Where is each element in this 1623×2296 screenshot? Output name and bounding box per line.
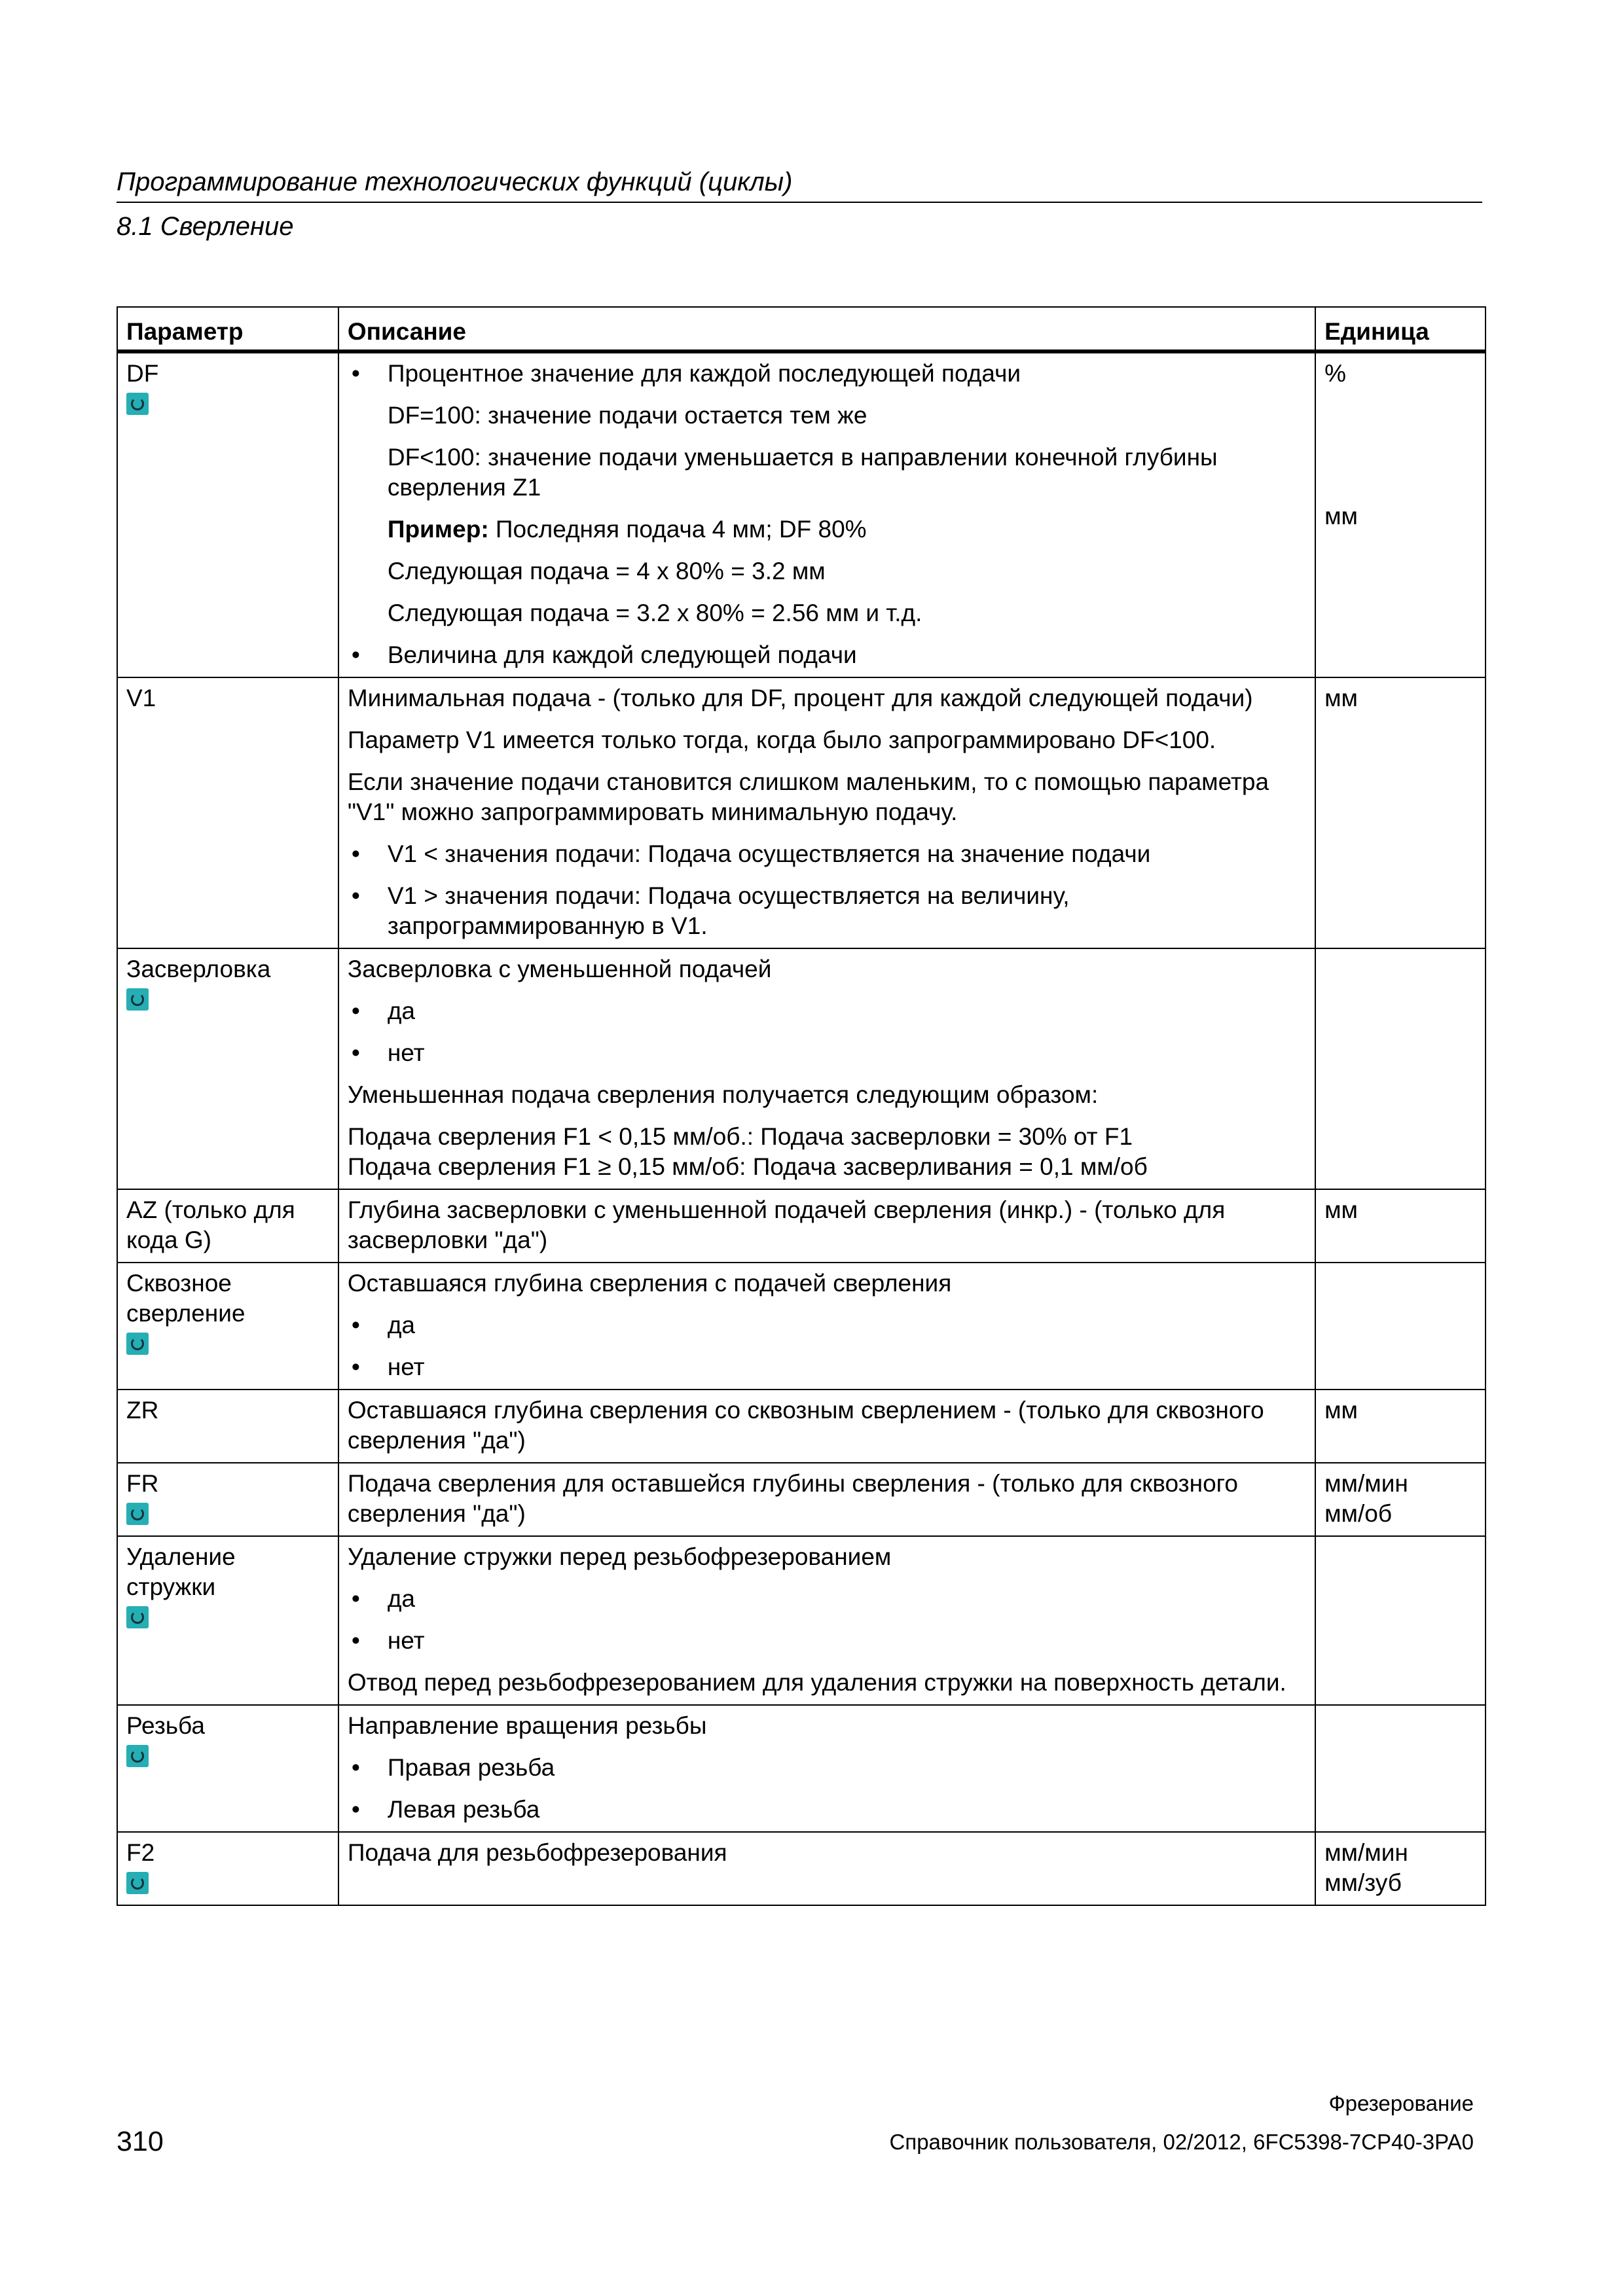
chapter-title: Программирование технологических функций (циклы)	[117, 165, 1482, 203]
unit-value: мм	[1324, 503, 1358, 529]
toggle-select-icon[interactable]	[126, 1606, 149, 1628]
description-text	[348, 1395, 1306, 1456]
list-item	[348, 839, 1306, 869]
unit-cell	[1315, 1263, 1486, 1390]
unit-value: %	[1324, 360, 1347, 387]
table-row	[117, 677, 1486, 948]
parameter-name: Засверловка	[126, 956, 271, 982]
description-line: V1 < значения подачи: Подача осуществляется на значение подачи	[387, 840, 1151, 867]
parameter-name: DF	[126, 360, 159, 387]
parameter-name: Резьба	[126, 1712, 205, 1739]
page-number: 310	[117, 2126, 164, 2157]
column-header-description: Описание	[338, 307, 1315, 351]
unit-cell	[1315, 1189, 1486, 1263]
list-item	[348, 1310, 1306, 1340]
list-item	[348, 359, 1306, 389]
table-row	[117, 351, 1486, 677]
list-item	[348, 1584, 1306, 1614]
list-item	[348, 640, 1306, 670]
description-line: да	[387, 1585, 416, 1612]
example-label: Пример:	[387, 516, 489, 543]
list-item	[348, 996, 1306, 1026]
parameter-cell	[117, 1390, 338, 1463]
unit-value: мм/об	[1324, 1500, 1393, 1527]
parameter-cell	[117, 677, 338, 948]
description-line: Оставшаяся глубина сверления со сквозным сверлением - (только для сквозного сверления "да")	[347, 1397, 1264, 1454]
description-text	[348, 1195, 1306, 1255]
unit-value: мм	[1324, 685, 1358, 711]
unit-value: мм/зуб	[1324, 1869, 1402, 1896]
description-line: DF=100: значение подачи остается тем же	[387, 402, 867, 429]
description-line: Следующая подача = 4 x 80% = 3.2 мм	[387, 558, 826, 584]
toggle-select-icon[interactable]	[126, 1333, 149, 1355]
parameter-name: Сквозное сверление	[126, 1270, 246, 1327]
description-line: Если значение подачи становится слишком маленьким, то с помощью параметра "V1" можно запрограммировать минимальную подачу.	[347, 768, 1269, 825]
toggle-select-icon[interactable]	[126, 1745, 149, 1767]
description-text	[348, 1469, 1306, 1529]
description-line: Удаление стружки перед резьбофрезерованием	[347, 1543, 892, 1570]
list-item	[348, 1753, 1306, 1783]
unit-cell	[1315, 677, 1486, 948]
description-line: DF<100: значение подачи уменьшается в направлении конечной глубины сверления Z1	[387, 444, 1218, 501]
description-line: нет	[387, 1039, 425, 1066]
list-item	[348, 881, 1306, 941]
table-row	[117, 948, 1486, 1189]
description-line: Глубина засверловки с уменьшенной подачей сверления (инкр.) - (только для засверловки "да")	[347, 1196, 1226, 1253]
description-cell	[338, 1536, 1315, 1705]
description-cell	[338, 948, 1315, 1189]
list-item	[348, 1795, 1306, 1825]
table-row	[117, 1263, 1486, 1390]
description-text	[348, 1668, 1306, 1698]
description-cell	[338, 1832, 1315, 1905]
table-header-row	[117, 307, 1486, 351]
column-header-parameter: Параметр	[117, 307, 338, 351]
section-title: 8.1 Сверление	[117, 212, 294, 241]
parameter-cell	[117, 1189, 338, 1263]
description-line: Подача сверления F1 ≥ 0,15 мм/об: Подача засверливания = 0,1 мм/об	[347, 1153, 1148, 1180]
list-item	[348, 1626, 1306, 1656]
description-text	[348, 767, 1306, 827]
table-row	[117, 1832, 1486, 1905]
description-line: Подача сверления F1 < 0,15 мм/об.: Подача засверловки = 30% от F1	[347, 1123, 1133, 1150]
description-cell	[338, 1390, 1315, 1463]
description-line: Засверловка с уменьшенной подачей	[347, 956, 772, 982]
description-line: Следующая подача = 3.2 x 80% = 2.56 мм и т.д.	[387, 600, 922, 626]
parameter-cell	[117, 351, 338, 677]
description-text	[348, 556, 1306, 586]
table-row	[117, 1390, 1486, 1463]
description-line: Последняя подача 4 мм; DF 80%	[488, 516, 867, 543]
description-cell	[338, 1705, 1315, 1832]
unit-cell	[1315, 1390, 1486, 1463]
description-text	[348, 401, 1306, 431]
description-text	[348, 683, 1306, 713]
list-item	[348, 1038, 1306, 1068]
parameter-cell	[117, 1705, 338, 1832]
parameter-cell	[117, 1463, 338, 1536]
description-line: Уменьшенная подача сверления получается следующим образом:	[347, 1081, 1099, 1108]
description-line: да	[387, 1312, 416, 1338]
description-text	[348, 954, 1306, 984]
unit-cell	[1315, 351, 1486, 677]
description-text	[348, 1268, 1306, 1299]
description-cell	[338, 1189, 1315, 1263]
footer-reference: Справочник пользователя, 02/2012, 6FC5398-7CP40-3PA0	[889, 2130, 1474, 2154]
description-line: Подача для резьбофрезерования	[347, 1839, 727, 1866]
description-text	[348, 1080, 1306, 1110]
list-item	[348, 1352, 1306, 1382]
description-line: Процентное значение для каждой последующей подачи	[387, 360, 1021, 387]
parameter-cell	[117, 1263, 338, 1390]
parameter-cell	[117, 1832, 338, 1905]
unit-cell	[1315, 1832, 1486, 1905]
parameter-table	[117, 306, 1486, 1906]
unit-cell	[1315, 1536, 1486, 1705]
parameter-name: V1	[126, 685, 156, 711]
description-line: нет	[387, 1354, 425, 1380]
description-text	[348, 514, 1306, 545]
description-line: Минимальная подача - (только для DF, процент для каждой следующей подачи)	[347, 685, 1253, 711]
toggle-select-icon[interactable]	[126, 1872, 149, 1894]
description-text	[348, 442, 1306, 503]
parameter-name: AZ (только для кода G)	[126, 1196, 295, 1253]
description-cell	[338, 351, 1315, 677]
description-cell	[338, 677, 1315, 948]
description-line: Направление вращения резьбы	[347, 1712, 707, 1739]
toggle-select-icon[interactable]	[126, 393, 149, 415]
description-text	[348, 725, 1306, 755]
unit-value: мм/мин	[1324, 1470, 1408, 1497]
description-line: Оставшаяся глубина сверления с подачей сверления	[347, 1270, 952, 1297]
description-text	[348, 1122, 1306, 1152]
description-text	[348, 1152, 1306, 1182]
description-cell	[338, 1463, 1315, 1536]
parameter-name: F2	[126, 1839, 155, 1866]
footer-product: Фрезерование	[1328, 2091, 1474, 2115]
column-header-unit: Единица	[1315, 307, 1486, 351]
description-line: Отвод перед резьбофрезерованием для удаления стружки на поверхность детали.	[347, 1669, 1286, 1696]
parameter-cell	[117, 1536, 338, 1705]
table-row	[117, 1463, 1486, 1536]
toggle-select-icon[interactable]	[126, 1503, 149, 1525]
unit-cell	[1315, 1463, 1486, 1536]
table-row	[117, 1189, 1486, 1263]
unit-cell	[1315, 1705, 1486, 1832]
unit-value: мм/мин	[1324, 1839, 1408, 1866]
table-row	[117, 1705, 1486, 1832]
description-line: Подача сверления для оставшейся глубины сверления - (только для сквозного сверления "да")	[347, 1470, 1238, 1527]
description-line: Параметр V1 имеется только тогда, когда было запрограммировано DF<100.	[347, 726, 1216, 753]
description-line: да	[387, 997, 416, 1024]
description-line: V1 > значения подачи: Подача осуществляется на величину, запрограммированную в V1.	[387, 882, 1070, 939]
description-text	[348, 598, 1306, 628]
description-line: нет	[387, 1627, 425, 1654]
description-text	[348, 1838, 1306, 1868]
parameter-name: Удаление стружки	[126, 1543, 236, 1600]
unit-value: мм	[1324, 1196, 1358, 1223]
parameter-name: ZR	[126, 1397, 159, 1424]
running-header	[117, 165, 1482, 243]
table-row	[117, 1536, 1486, 1705]
description-cell	[338, 1263, 1315, 1390]
parameter-name: FR	[126, 1470, 159, 1497]
description-line: Правая резьба	[387, 1754, 555, 1781]
description-line: Величина для каждой следующей подачи	[387, 641, 857, 668]
description-text	[348, 1542, 1306, 1572]
description-text	[348, 1711, 1306, 1741]
parameter-cell	[117, 948, 338, 1189]
unit-value: мм	[1324, 1397, 1358, 1424]
toggle-select-icon[interactable]	[126, 988, 149, 1011]
description-line: Левая резьба	[387, 1796, 540, 1823]
unit-cell	[1315, 948, 1486, 1189]
table-body	[117, 351, 1486, 1905]
